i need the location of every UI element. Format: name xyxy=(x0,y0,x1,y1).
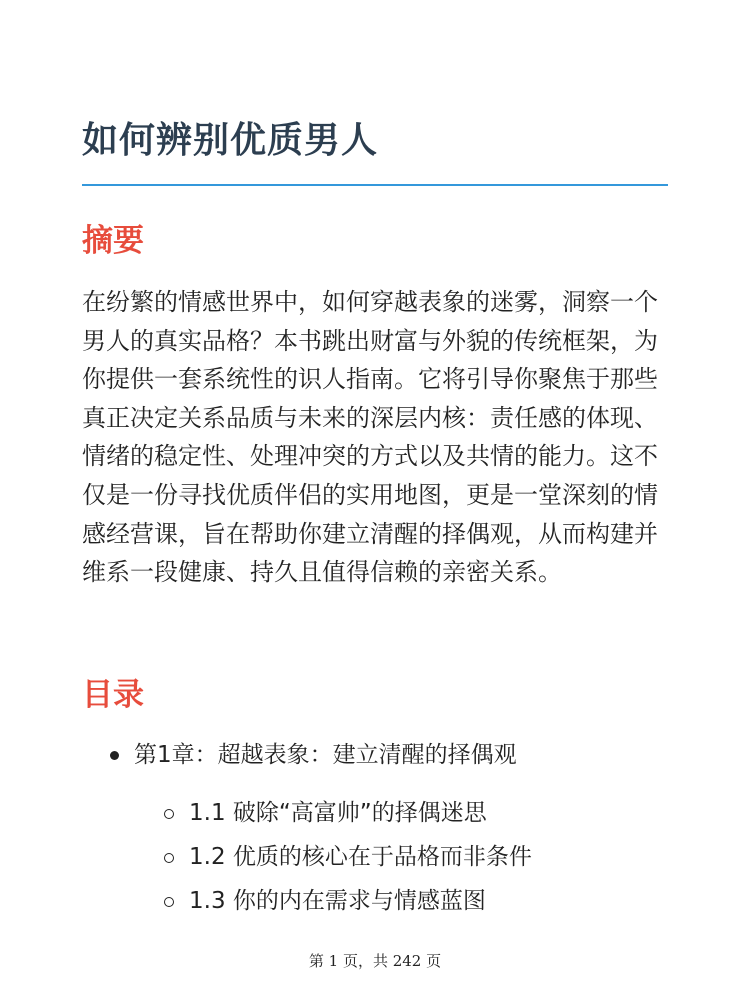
bullet-circle-icon xyxy=(164,809,174,819)
bullet-circle-icon xyxy=(164,853,174,863)
toc-section-item[interactable] xyxy=(0,882,750,922)
toc-section-item[interactable] xyxy=(0,838,750,878)
title-divider xyxy=(82,184,668,186)
toc-section-label: 1.2 优质的核心在于品格而非条件 xyxy=(189,844,532,870)
abstract-heading: 摘要 xyxy=(82,223,144,259)
toc-section-item[interactable] xyxy=(0,794,750,834)
document-title: 如何辨别优质男人 xyxy=(82,120,379,161)
page-footer: 第 1 页，共 242 页 xyxy=(308,952,442,970)
abstract-body: 在纷繁的情感世界中，如何穿越表象的迷雾，洞察一个男人的真实品格？本书跳出财富与外貌的传统框架，为你提供一套系统性的识人指南。它将引导你聚焦于那些真正决定关系品质与未来的深层内核：责任感的体现、情绪的稳定性、处理冲突的方式以及共情的能力。这不仅是一份寻找优质伴侣的实用地图，更是一堂深刻的情感经营课，旨在帮助你建立清醒的择偶观，从而构建并维系一段健康、持久且值得信赖的亲密关系。 xyxy=(82,288,658,587)
bullet-disc-icon xyxy=(110,751,119,760)
toc-section-label: 1.3 你的内在需求与情感蓝图 xyxy=(189,888,486,914)
toc-chapter-item[interactable] xyxy=(0,736,750,776)
bullet-circle-icon xyxy=(164,897,174,907)
toc-heading: 目录 xyxy=(82,677,144,713)
toc-chapter-label: 第1章：超越表象：建立清醒的择偶观 xyxy=(134,742,517,768)
toc-section-label: 1.1 破除“高富帅”的择偶迷思 xyxy=(189,800,487,826)
